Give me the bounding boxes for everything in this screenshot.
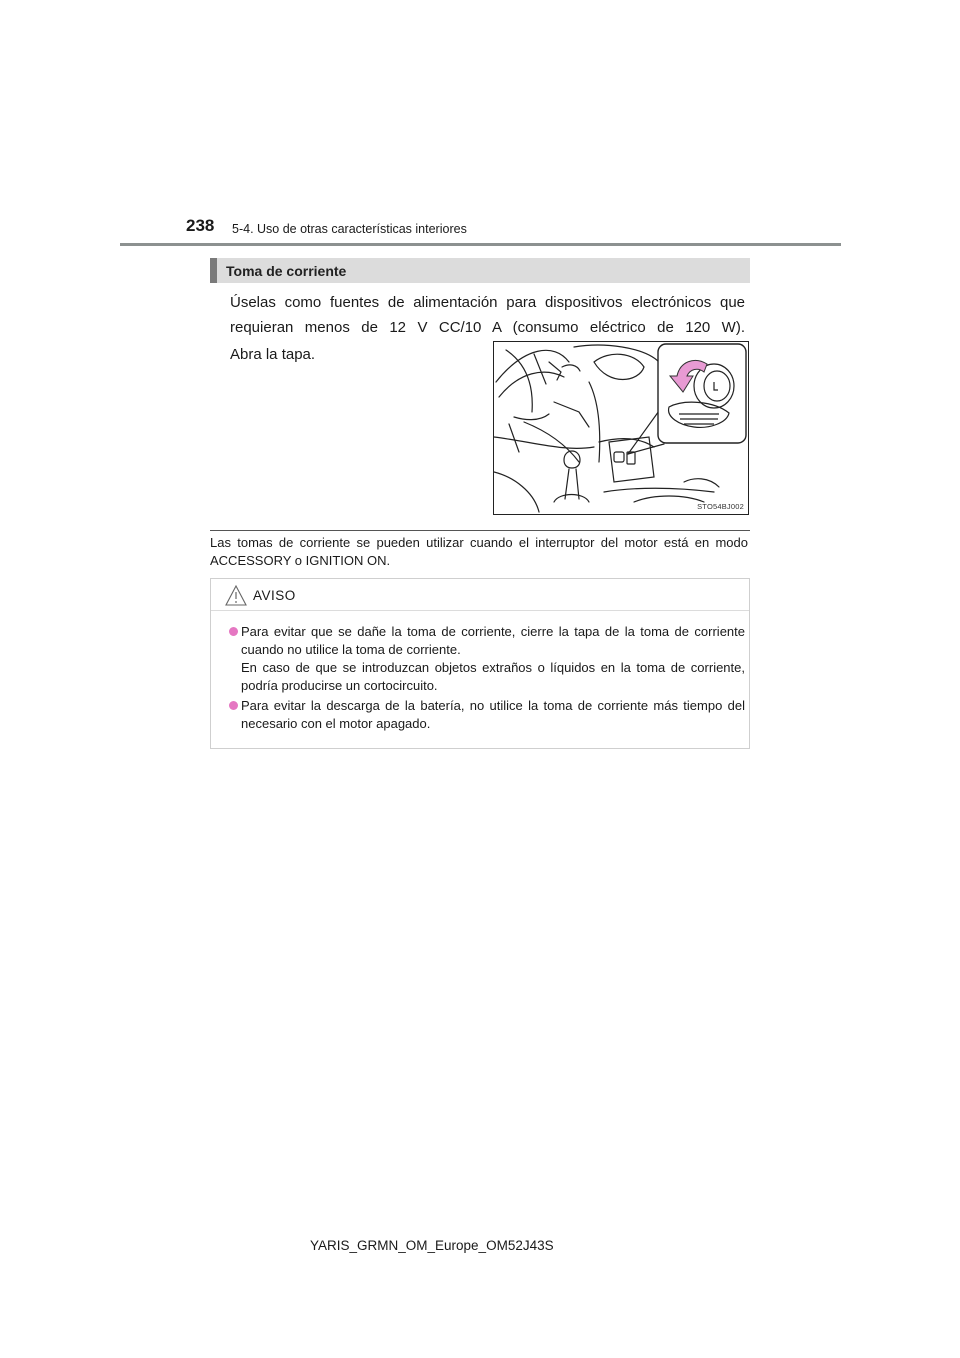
footer-document-id: YARIS_GRMN_OM_Europe_OM52J43S <box>310 1238 554 1253</box>
section-heading-accent <box>210 258 217 283</box>
note-paragraph: Las tomas de corriente se pueden utilizar cuando el interruptor del motor está en modo ACCESSORY o IGNITION ON. <box>210 535 748 568</box>
bullet-dot-icon <box>229 627 238 636</box>
dashboard-line-drawing <box>494 342 748 514</box>
warning-title: AVISO <box>253 588 296 603</box>
section-heading-bar <box>210 258 750 283</box>
page-number: 238 <box>186 216 215 235</box>
instruction-text: Abra la tapa. <box>230 346 316 363</box>
power-outlet-illustration <box>493 341 749 515</box>
intro-paragraph: Úselas como fuentes de alimentación para dispositivos electrónicos que requieran menos de 12 V CC/10 A (consumo eléctrico de 120 W). <box>230 294 745 336</box>
bullet-dot-icon <box>229 701 238 710</box>
running-header: 5-4. Uso de otras características interiores <box>232 222 467 236</box>
section-heading: Toma de corriente <box>226 263 347 279</box>
warning-triangle-icon <box>225 585 247 606</box>
header-rule <box>120 243 841 246</box>
warning-box <box>210 578 750 749</box>
warning-item-text: Para evitar que se dañe la toma de corriente, cierre la tapa de la toma de corriente cuando no utilice la toma de corriente. En caso de que se introduzcan objetos extraños o líquidos en la toma de corriente, podría producirse un cortocircuito. <box>241 624 745 693</box>
warning-item <box>229 697 745 733</box>
figure-code: STO54BJ002 <box>697 502 744 511</box>
warning-item-text: Para evitar la descarga de la batería, no utilice la toma de corriente más tiempo del necesario con el motor apagado. <box>241 698 745 731</box>
warning-header-divider <box>211 610 749 611</box>
note-divider <box>210 530 750 531</box>
warning-item <box>229 623 745 695</box>
